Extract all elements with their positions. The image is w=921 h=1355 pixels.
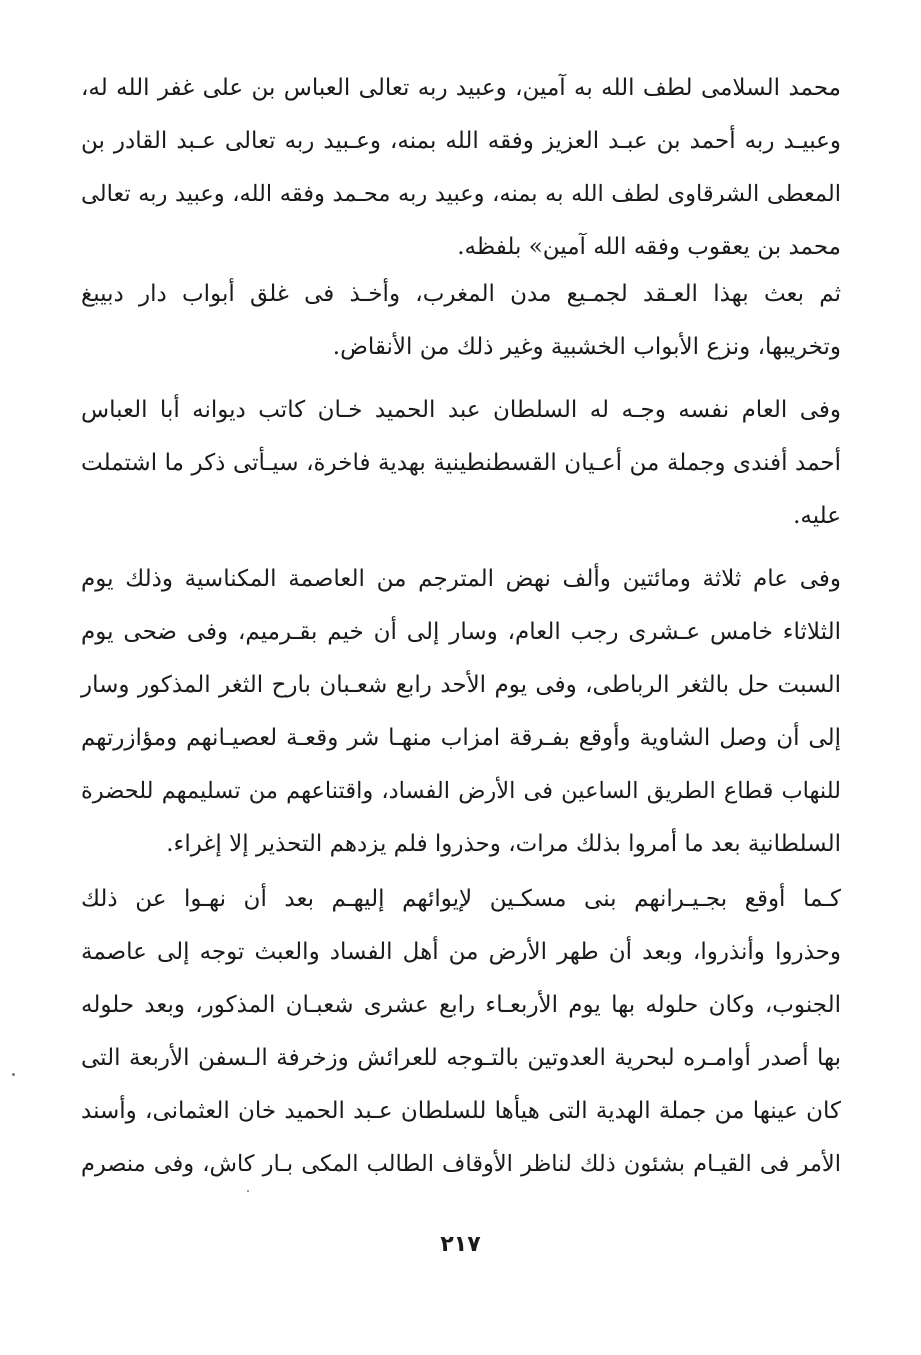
text-line: إلى أن وصل الشاوية وأوقع بفـرقة امزاب منهـا شر وقعـة لعصيـانهم ومؤازرتهم xyxy=(81,725,841,751)
text-line: السلطانية بعد ما أمروا بذلك مرات، وحذروا فلم يزدهم التحذير إلا إغراء. xyxy=(166,831,841,857)
text-line: الثلاثاء خامس عـشرى رجب العام، وسار إلى أن خيم بقـرميم، وفى ضحى يوم xyxy=(81,619,841,645)
text-line: كان عينها من جملة الهدية التى هيأها للسلطان عـبد الحميد خان العثمانى، وأسند xyxy=(81,1098,841,1124)
text-line: الأمر فى القيـام بشئون ذلك لناظر الأوقاف الطالب المكى بـار كاش، وفى منصرم xyxy=(81,1151,841,1177)
text-line: بها أصدر أوامـره لبحرية العدوتين بالتـوجه للعرائش وزخرفة الـسفن الأربعة التى xyxy=(81,1045,841,1071)
text-line: للنهاب قطاع الطريق الساعين فى الأرض الفساد، واقتناعهم من تسليمهم للحضرة xyxy=(81,778,841,804)
text-line: وحذروا وأنذروا، وبعد أن طهر الأرض من أهل الفساد والعبث توجه إلى عاصمة xyxy=(81,939,841,965)
text-line: محمد بن يعقوب وفقه الله آمين» بلفظه. xyxy=(457,234,841,260)
text-line: عليه. xyxy=(793,503,841,529)
scan-speck xyxy=(247,1190,249,1192)
paragraph-5 xyxy=(81,873,841,1191)
text-line: وتخريبها، ونزع الأبواب الخشبية وغير ذلك من الأنقاض. xyxy=(332,334,841,360)
text-line: المعطى الشرقاوى لطف الله به بمنه، وعبيد ربه محـمد وفقه الله، وعبيد ربه تعالى xyxy=(81,181,841,207)
paragraph-2 xyxy=(81,268,841,374)
text-line: وفى عام ثلاثة ومائتين وألف نهض المترجم من العاصمة المكناسية وذلك يوم xyxy=(81,566,841,592)
text-line: الجنوب، وكان حلوله بها يوم الأربعـاء رابع عشرى شعبـان المذكور، وبعد حلوله xyxy=(81,992,841,1018)
text-line: كـما أوقع بجـيـرانهم بنى مسكـين لإيوائهم إليهـم بعد أن نهـوا عن ذلك xyxy=(81,886,841,912)
text-line: وعبيـد ربه أحمد بن عبـد العزيز وفقه الله بمنه، وعـبيد ربه تعالى عـبد القادر بن xyxy=(81,128,841,154)
scan-speck xyxy=(12,1073,15,1076)
text-line: ثم بعث بهذا العـقد لجمـيع مدن المغرب، وأخـذ فى غلق أبواب دار دبيبغ xyxy=(81,281,841,307)
text-line: السبت حل بالثغر الرباطى، وفى يوم الأحد رابع شعـبان بارح الثغر المذكور وسار xyxy=(81,672,841,698)
page-number: ٢١٧ xyxy=(440,1232,481,1257)
text-line: وفى العام نفسه وجـه له السلطان عبد الحميد خـان كاتب ديوانه أبا العباس xyxy=(81,397,841,423)
text-line: أحمد أفندى وجملة من أعـيان القسطنطينية بهدية فاخرة، سيـأتى ذكر ما اشتملت xyxy=(81,450,841,476)
paragraph-4 xyxy=(81,553,841,871)
paragraph-1 xyxy=(81,62,841,274)
text-line: محمد السلامى لطف الله به آمين، وعبيد ربه تعالى العباس بن على غفر الله له، xyxy=(81,75,841,101)
paragraph-3 xyxy=(81,384,841,543)
